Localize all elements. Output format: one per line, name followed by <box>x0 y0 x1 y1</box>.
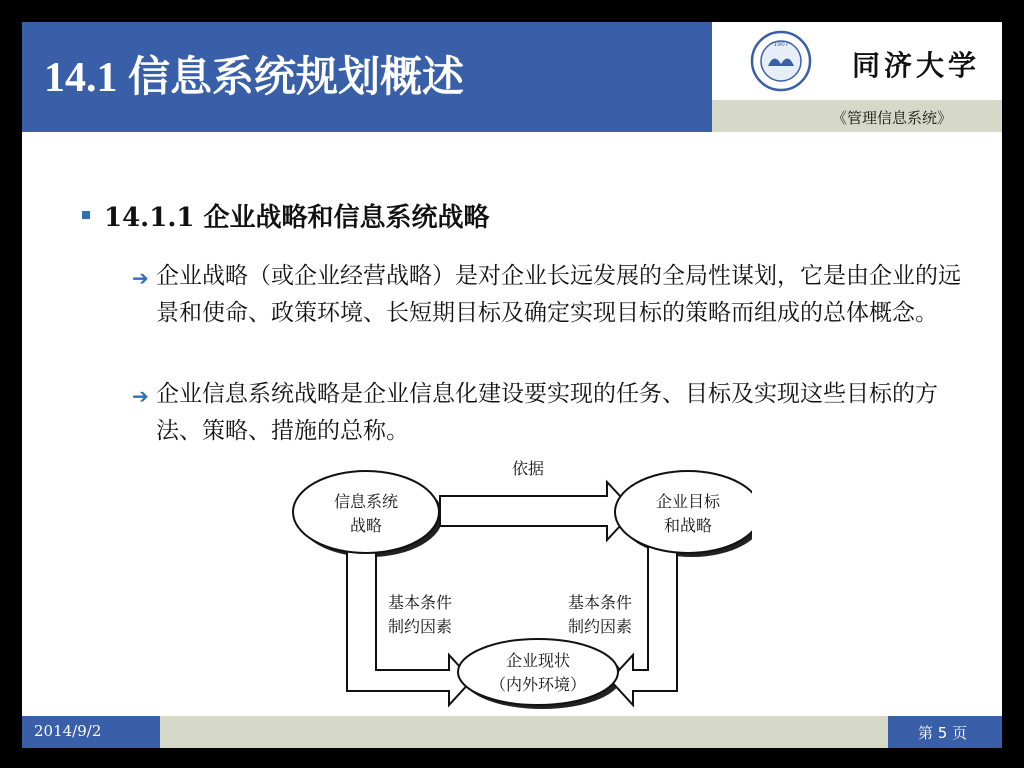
footer-band <box>160 716 888 748</box>
seal-year: 1907 <box>773 41 789 48</box>
slide-title: 14.1 信息系统规划概述 <box>44 55 465 101</box>
strategy-diagram <box>272 452 752 714</box>
footer-page-box <box>888 716 1002 748</box>
left-constraint-label-line2: 制约因素 <box>387 617 453 636</box>
basis-arrow <box>440 482 634 540</box>
bullet-square-icon <box>82 211 90 219</box>
node-is-strategy-line2: 战略 <box>349 516 383 535</box>
page-number: 第 5 页 <box>918 724 968 742</box>
section-heading: 14.1.1 企业战略和信息系统战略 <box>104 203 490 233</box>
title-bar <box>22 22 712 132</box>
node-business-strategy-line2: 和战略 <box>663 516 713 535</box>
footer-date-box <box>22 716 160 748</box>
university-seal-icon <box>750 30 812 92</box>
course-bar <box>712 100 1002 132</box>
point-is-strategy: 企业信息系统战略是企业信息化建设要实现的任务、目标及实现这些目标的方法、策略、措施的总称。 <box>156 381 938 444</box>
right-constraint-label-line2: 制约因素 <box>567 617 633 636</box>
slide <box>22 22 1002 748</box>
arrow-right-icon: ➔ <box>132 384 149 408</box>
arrow-right-icon: ➔ <box>132 266 149 290</box>
node-is-strategy <box>293 471 439 553</box>
node-is-strategy-line1: 信息系统 <box>333 492 399 511</box>
node-business-strategy-line1: 企业目标 <box>655 492 721 511</box>
basis-arrow-label: 依据 <box>511 459 545 478</box>
course-label: 《管理信息系统》 <box>831 109 952 127</box>
footer-date: 2014/9/2 <box>34 722 102 740</box>
point-corporate-strategy: 企业战略（或企业经营战略）是对企业长远发展的全局性谋划，它是由企业的远景和使命、政策环境、长短期目标及确定实现目标的策略而组成的总体概念。 <box>156 263 961 326</box>
node-current-status <box>458 639 618 705</box>
node-business-strategy <box>615 471 752 553</box>
university-logo <box>712 22 1002 100</box>
node-current-status-line1: 企业现状 <box>505 651 571 670</box>
left-constraint-label-line1: 基本条件 <box>387 593 453 612</box>
university-name: 同济大学 <box>852 49 981 82</box>
node-current-status-line2: （内外环境） <box>489 675 587 694</box>
right-constraint-label-line1: 基本条件 <box>567 593 633 612</box>
